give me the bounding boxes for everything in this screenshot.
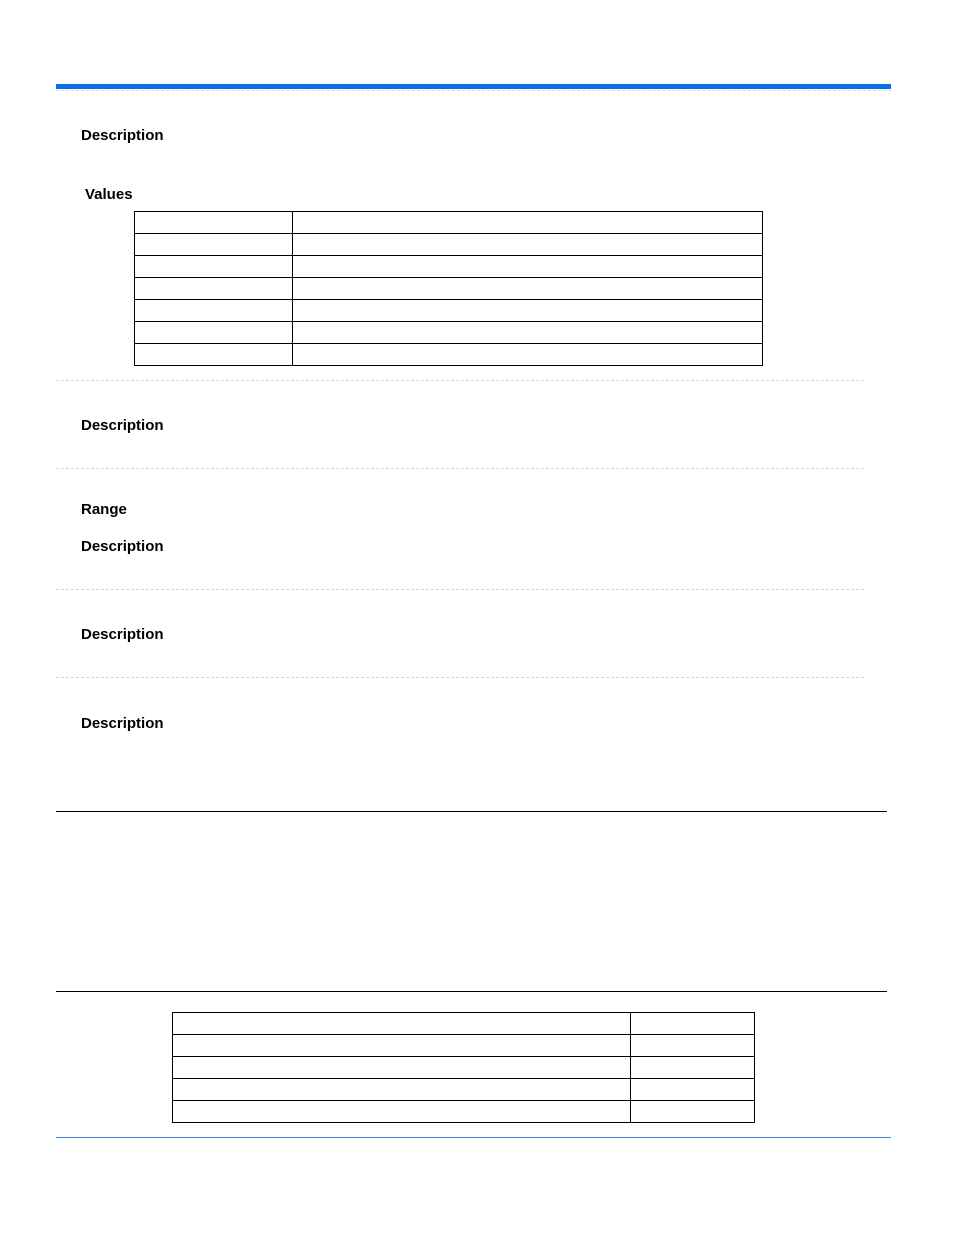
- table-cell: [630, 1101, 754, 1123]
- header-divider: [56, 90, 891, 91]
- table-cell: [630, 1079, 754, 1101]
- table-cell: [630, 1013, 754, 1035]
- table-cell: [293, 212, 763, 234]
- rule-upper: [56, 811, 887, 812]
- table-row: [135, 278, 763, 300]
- table-cell: [293, 234, 763, 256]
- table-cell: [293, 300, 763, 322]
- table-cell: [293, 256, 763, 278]
- table-cell: [630, 1057, 754, 1079]
- values-table: [134, 211, 763, 366]
- footer-rule: [56, 1137, 891, 1138]
- table-cell: [293, 344, 763, 366]
- table-row: [135, 234, 763, 256]
- table-row: [135, 300, 763, 322]
- table-row: [173, 1079, 755, 1101]
- section-divider-2: [56, 468, 864, 469]
- table-cell: [173, 1013, 631, 1035]
- table-cell: [135, 344, 293, 366]
- table-cell: [135, 256, 293, 278]
- table-row: [173, 1035, 755, 1057]
- header-accent-bar: [56, 84, 891, 89]
- table-cell: [173, 1079, 631, 1101]
- section-4-description-label: Description: [81, 626, 164, 643]
- table-cell: [135, 322, 293, 344]
- table-cell: [630, 1035, 754, 1057]
- table-cell: [173, 1035, 631, 1057]
- table-row: [135, 322, 763, 344]
- rule-lower: [56, 991, 887, 992]
- table-row: [135, 212, 763, 234]
- section-divider-3: [56, 589, 864, 590]
- values-heading: Values: [85, 186, 133, 203]
- section-divider-4: [56, 677, 864, 678]
- table-cell: [293, 278, 763, 300]
- table-cell: [135, 300, 293, 322]
- table-row: [135, 256, 763, 278]
- section-divider-1: [56, 380, 864, 381]
- section-3-range-label: Range: [81, 501, 127, 518]
- section-2-description-label: Description: [81, 417, 164, 434]
- section-3-description-label: Description: [81, 538, 164, 555]
- table-cell: [135, 234, 293, 256]
- table-row: [173, 1101, 755, 1123]
- table-cell: [173, 1101, 631, 1123]
- lower-table: [172, 1012, 755, 1123]
- table-row: [135, 344, 763, 366]
- section-5-description-label: Description: [81, 715, 164, 732]
- table-cell: [293, 322, 763, 344]
- table-row: [173, 1057, 755, 1079]
- table-cell: [173, 1057, 631, 1079]
- table-cell: [135, 278, 293, 300]
- table-cell: [135, 212, 293, 234]
- section-1-description-label: Description: [81, 127, 164, 144]
- table-row: [173, 1013, 755, 1035]
